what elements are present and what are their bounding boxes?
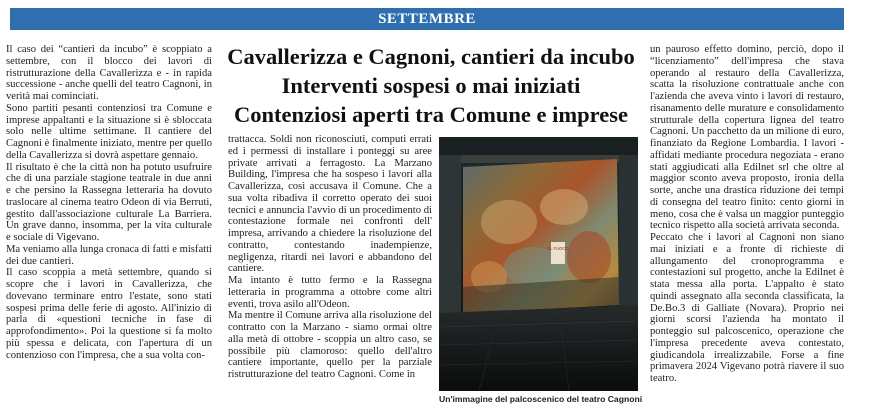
headline-line-1: Cavallerizza e Cagnoni, cantieri da incubo	[227, 44, 635, 69]
paragraph: Il risultato è che la città non ha potuto usufruire che di una parziale stagione teatrale in due anni e che persino la Rassegna letteraria ha dovuto traslocare al cinema teatro Odeon di via Berruti, gestito dall'associazione culturale La Barriera. Un grave danno, insomma, per la vita culturale e sociale di Vigevano.	[6, 161, 212, 243]
headline-line-3: Contenziosi aperti tra Comune e imprese	[234, 102, 628, 127]
stage-illustration	[439, 137, 638, 391]
paragraph: Ma mentre il Comune arriva alla risoluzione del contratto con la Marzano - siamo ormai oltre alla metà di ottobre - scoppia un altro caso, se possibile più clamoroso: quello dell'altro cantiere importante, quello per la parziale ristrutturazione del teatro Cagnoni. Come in	[228, 310, 432, 380]
article-column-3	[650, 44, 844, 414]
paragraph: Ma intanto è tutto fermo e la Rassegna letteraria in programma a ottobre come altri eventi, trova asilo all'Odeon.	[228, 275, 432, 310]
fire-sign-text: AL FUOCO	[547, 246, 569, 251]
article-column-1	[6, 44, 212, 414]
theatre-stage-photo	[439, 137, 638, 391]
headline-line-2: Interventi sospesi o mai iniziati	[281, 73, 581, 98]
paragraph: Sono partiti pesanti contenziosi tra Comune e imprese appaltanti e la situazione si è sbloccata solo nelle ultime settimane. Il cantiere del Cagnoni è finalmente iniziato, mentre per quello della Cavallerizza si dovrà aspettare gennaio.	[6, 102, 212, 161]
photo-caption: Un'immagine del palcoscenico del teatro Cagnoni	[439, 394, 643, 404]
paragraph: Il caso scoppia a metà settembre, quando si scopre che i lavori in Cavallerizza, che dovevano terminare entro l'estate, sono stati sospesi prima delle ferie di agosto. All'inizio di parla di «questioni tecniche in fase di approfondimento». Poi la questione si fa molto più spessa e delicata, con l'apertura di un contenzioso con l'impresa, che a sua volta con-	[6, 267, 212, 361]
paragraph: trattacca. Soldi non riconosciuti, computi errati ed i permessi di installare i ponteggi su aree private arrivati a ferragosto. La Marzano Building, l'impresa che ha sospeso i lavori alla Cavallerizza, così accusava il Comune. Che a sua volta ribadiva il corretto operato dei suoi tecnici e annuncia l'avvio di un procedimento di contestazione formale nei confronti dell' impresa, arrivando a chiedere la risoluzione del contratto, contestando inadempienze, negligenza, ritardi nei lavori e abbandono del cantiere.	[228, 134, 432, 275]
headline	[221, 42, 641, 129]
paragraph: un pauroso effetto domino, perciò, dopo il “licenziamento” dell'impresa che stava operando al restauro della Cavallerizza, scatta la risoluzione contrattuale anche con l'azienda che aveva vinto i lavori di restauro, risanamento delle murature e consolidamento strutturale della copertura lignea del teatro Cagnoni. Un pacchetto da un milione di euro, finanziato da Regione Lombardia. I lavori - affidati mediante procedura negoziata - erano stati aggiudicati alla Edilnet srl che oltre al maggior sconto aveva proposto, ironia della sorte, anche una drastica riduzione dei tempi di consegna del teatro finito: cento giorni in meno, cosa che è valsa un maggior punteggio tecnico rispetto alla società arrivata seconda.	[650, 44, 844, 232]
paragraph: Il caso dei “cantieri da incubo” è scoppiato a settembre, con il blocco dei lavori di ristrutturazione della Cavallerizza e - in rapida successione - anche quelli del teatro Cagnoni, in verità mai cominciati.	[6, 44, 212, 102]
paragraph: Peccato che i lavori al Cagnoni non siano mai iniziati e a fronte di richieste di allungamento del cronoprogramma e contestazioni sul progetto, anche la Edilnet è stata messa alla porta. L'appalto è stato quindi assegnato alla seconda classificata, la De.Bo.3 di Galliate (Novara). Proprio nei giorni scorsi l'azienda ha montato il ponteggio sul palcoscenico, operazione che l'impresa precedente aveva contestato, giudicandola irrealizzabile. Forse a fine primavera 2024 Vigevano potrà riavere il suo teatro.	[650, 232, 844, 384]
paragraph: Ma veniamo alla lunga cronaca di fatti e misfatti dei due cantieri.	[6, 243, 212, 267]
section-label: SETTEMBRE	[378, 11, 476, 27]
article-column-2	[228, 134, 432, 414]
section-banner	[10, 8, 844, 30]
